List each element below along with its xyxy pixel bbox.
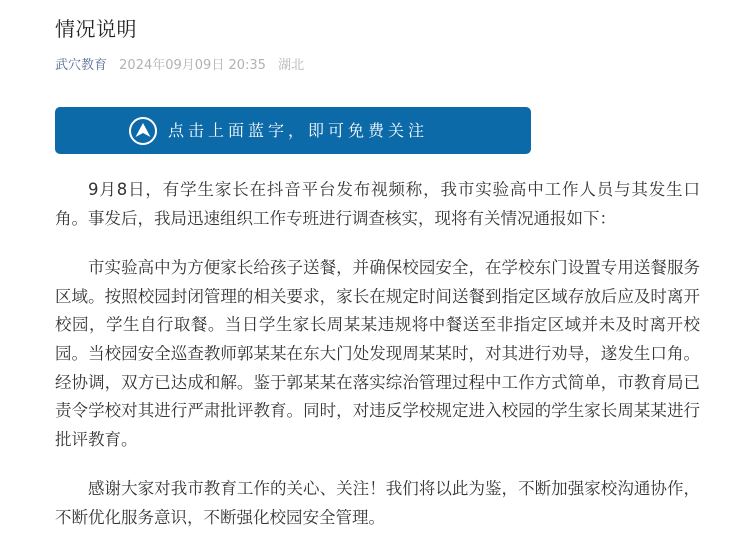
- publish-location: 湖北: [278, 58, 305, 73]
- article-body: [55, 176, 700, 549]
- article-title: 情况说明: [55, 17, 137, 41]
- publish-date: 2024年09月09日 20:35: [119, 58, 266, 73]
- account-name-link[interactable]: 武穴教育: [55, 58, 108, 73]
- paragraph: 市实验高中为方便家长给孩子送餐，并确保校园安全，在学校东门设置专用送餐服务区域。按照校园封闭管理的相关要求，家长在规定时间送餐到指定区域存放后应及时离开校园，学生自行取餐。当日学生家长周某某违规将中餐送至非指定区域并未及时离开校园。当校园安全巡查教师郭某某在东大门处发现周某某时，对其进行劝导，遂发生口角。经协调，双方已达成和解。鉴于郭某某在落实综治管理过程中工作方式简单，市教育局已责令学校对其进行严肃批评教育。同时，对违反学校规定进入校园的学生家长周某某进行批评教育。: [55, 258, 700, 449]
- follow-banner-button[interactable]: [55, 107, 531, 154]
- follow-banner-label: 点击上面蓝字，即可免费关注: [167, 120, 428, 140]
- paragraph: 9月8日，有学生家长在抖音平台发布视频称，我市实验高中工作人员与其发生口角。事发后，我局迅速组织工作专班进行调查核实，现将有关情况通报如下：: [55, 180, 700, 228]
- up-arrow-circle-icon: [128, 116, 158, 146]
- paragraph: 感谢大家对我市教育工作的关心、关注！我们将以此为鉴，不断加强家校沟通协作，不断优化服务意识，不断强化校园安全管理。: [55, 479, 700, 527]
- article-meta: [55, 56, 304, 76]
